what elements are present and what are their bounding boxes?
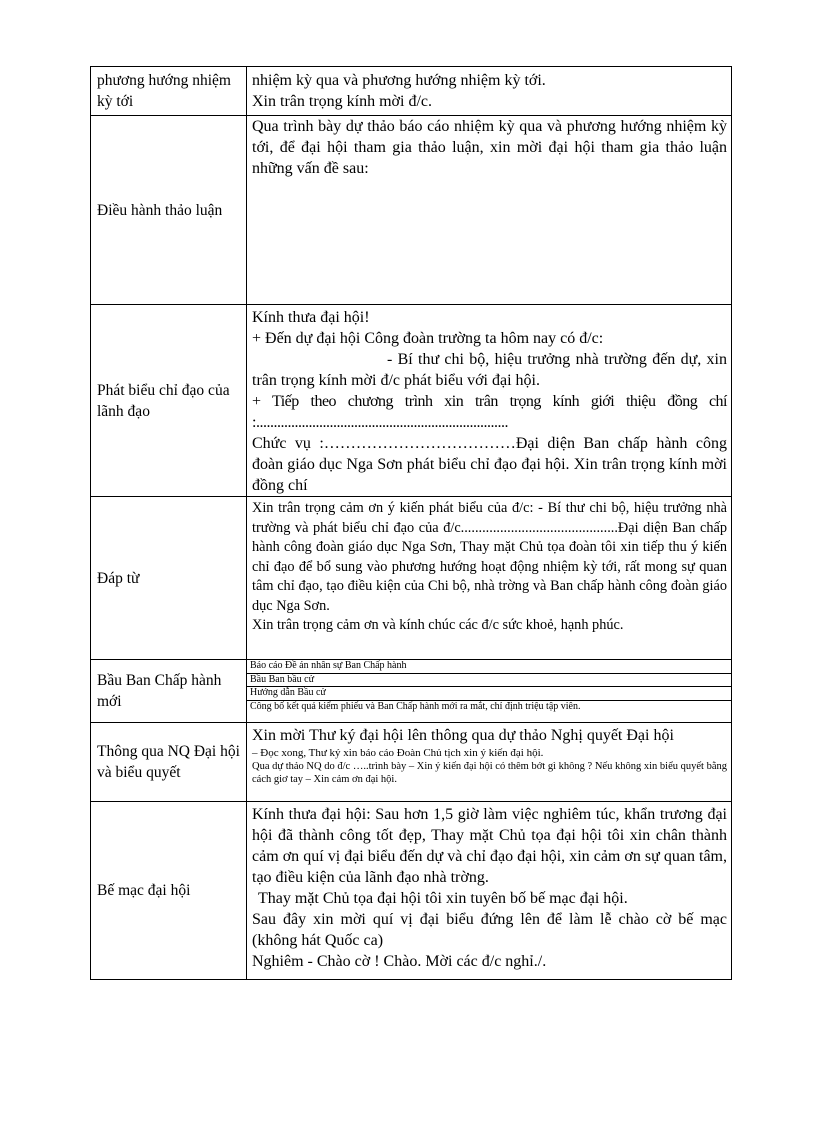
row-label: Đáp từ xyxy=(91,497,247,660)
content-line: – Đọc xong, Thư ký xin báo cáo Đoàn Chủ tịch xin ý kiến đại hội. xyxy=(252,747,544,759)
content-line: Kính thưa đại hội: Sau hơn 1,5 giờ làm việc nghiêm túc, khẩn trương đại hội đã thành công tốt đẹp, Thay mặt Chủ tọa đại hội tôi xin chân thành cảm ơn quí vị đại biểu đến dự và chỉ đạo đại hội, xin cảm ơn sự quan tâm, tạo điều kiện của lãnh đạo nhà trờng. xyxy=(252,806,727,886)
row-label: Bầu Ban Chấp hành mới xyxy=(91,660,247,723)
content-line: Sau đây xin mời quí vị đại biểu đứng lên để làm lễ chào cờ bế mạc (không hát Quốc ca) xyxy=(252,911,727,949)
content-line: Qua dự thảo NQ do đ/c …..trình bày – Xin ý kiến đại hội có thêm bớt gì không ? Nếu không xin biểu quyết bằng cách giơ tay – Xin cảm ơn đại hội. xyxy=(252,761,727,785)
row-label: Phát biểu chỉ đạo của lãnh đạo xyxy=(91,305,247,497)
row-content xyxy=(247,723,732,802)
content-line: nhiệm kỳ qua và phương hướng nhiệm kỳ tới. xyxy=(252,72,546,89)
subrow-item: Bầu Ban bầu cử xyxy=(247,674,731,688)
row-content xyxy=(247,660,732,723)
content-line: Nghiêm - Chào cờ ! Chào. Mời các đ/c nghỉ./. xyxy=(252,953,547,970)
subrow-item: Hướng dẫn Bầu cử xyxy=(247,687,731,701)
table-row xyxy=(91,497,732,660)
subrow-item: Công bố kết quả kiểm phiếu và Ban Chấp hành mới ra mắt, chỉ định triệu tập viên. xyxy=(250,700,581,712)
table-row xyxy=(91,116,732,305)
row-content xyxy=(247,497,732,660)
table-row xyxy=(91,802,732,980)
subrow-item: Báo cáo Đề án nhân sự Ban Chấp hành xyxy=(247,660,731,674)
table-row xyxy=(91,305,732,497)
content-line: Qua trình bày dự thảo báo cáo nhiệm kỳ qua và phương hướng nhiệm kỳ tới, để đại hội tham gia thảo luận, xin mời đại hội tham gia thảo luận những vấn đề sau: xyxy=(252,118,727,177)
row-content xyxy=(247,116,732,305)
table-row xyxy=(91,67,732,116)
row-label: phương hướng nhiệm kỳ tới xyxy=(91,67,247,116)
content-line: Xin mời Thư ký đại hội lên thông qua dự thảo Nghị quyết Đại hội xyxy=(252,727,674,744)
content-line: Xin trân trọng kính mời đ/c. xyxy=(252,93,432,110)
row-content xyxy=(247,305,732,497)
table-row xyxy=(91,660,732,723)
content-line: + Tiếp theo chương trình xin trân trọng kính giới thiệu đồng chí :........................................................................ xyxy=(252,393,727,431)
row-content xyxy=(247,802,732,980)
table-row xyxy=(91,723,732,802)
content-line: Thay mặt Chủ tọa đại hội tôi xin tuyên bố bế mạc đại hội. xyxy=(258,890,628,907)
row-label: Bế mạc đại hội xyxy=(91,802,247,980)
content-line: Chức vụ :………………………………Đại diện Ban chấp hành công đoàn giáo dục Nga Sơn phát biểu chỉ đạo đại hội. Xin trân trọng kính mời đồng chí xyxy=(252,435,727,494)
content-line: - Bí thư chi bộ, hiệu trưởng nhà trường đến dự, xin trân trọng kính mời đ/c phát biểu với đại hội. xyxy=(252,351,727,389)
program-table xyxy=(90,66,732,980)
row-label: Điều hành thảo luận xyxy=(91,116,247,305)
content-line: + Đến dự đại hội Công đoàn trường ta hôm nay có đ/c: xyxy=(252,330,604,347)
content-line: Kính thưa đại hội! xyxy=(252,309,370,326)
content-line: Xin trân trọng cảm ơn ý kiến phát biểu của đ/c: - Bí thư chi bộ, hiệu trưởng nhà trường và phát biểu chỉ đạo của đ/c............................................Đại diện Ban chấp hành công đoàn giáo dục Nga Sơn, Thay mặt Chủ tọa đoàn tôi xin tiếp thu ý kiến chỉ đạo để bổ sung vào phương hướng hoạt động nhiệm kỳ tới, rất mong sự quan tâm chỉ đạo, tạo điều kiện của Chi bộ, nhà trờng và Ban chấp hành công đoàn giáo dục Nga Sơn. xyxy=(252,500,727,614)
content-line: Xin trân trọng cảm ơn và kính chúc các đ/c sức khoẻ, hạnh phúc. xyxy=(252,617,624,633)
row-label: Thông qua NQ Đại hội và biểu quyết xyxy=(91,723,247,802)
row-content xyxy=(247,67,732,116)
